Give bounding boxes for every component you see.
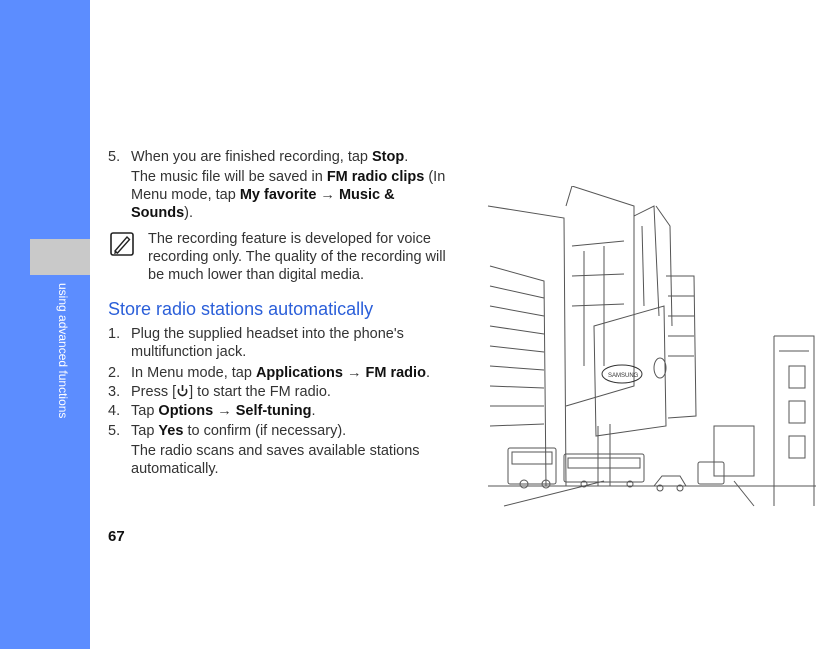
step-number: 3. <box>108 384 121 400</box>
step-number: 5. <box>108 423 121 439</box>
step-number: 2. <box>108 365 121 381</box>
step-text: Tap Options → Self-tuning. <box>131 403 316 419</box>
result-text: The radio scans and saves available stations automatically. <box>131 443 420 477</box>
step-text: Tap Yes to confirm (if necessary). <box>131 423 347 439</box>
step-text: In Menu mode, tap Applications → FM radio. <box>131 365 430 381</box>
page-number: 67 <box>108 528 125 545</box>
power-icon <box>176 384 189 397</box>
step-number: 4. <box>108 403 121 419</box>
step-number: 1. <box>108 326 121 342</box>
step-finish-recording <box>108 148 453 168</box>
sidebar-label: using advanced functions <box>56 283 70 419</box>
step-text: Plug the supplied headset into the phone's multifunction jack. <box>131 326 404 360</box>
step-text: When you are finished recording, tap Stop. <box>131 149 409 165</box>
note-pencil-icon <box>110 232 134 256</box>
sidebar-tab <box>30 239 90 275</box>
save-location-text: The music file will be saved in FM radio clips (In Menu mode, tap My favorite → Music & Sounds). <box>131 169 446 221</box>
note-text: The recording feature is developed for voice recording only. The quality of the recording will be much lower than digital media. <box>148 231 446 283</box>
section-title: Store radio stations automatically <box>108 299 374 319</box>
sidebar <box>0 0 90 649</box>
step-text: Press [ ] to start the FM radio. <box>131 384 331 400</box>
svg-text:SAMSUNG: SAMSUNG <box>608 373 639 379</box>
step-number: 5. <box>108 149 121 165</box>
city-street-illustration <box>484 186 816 516</box>
